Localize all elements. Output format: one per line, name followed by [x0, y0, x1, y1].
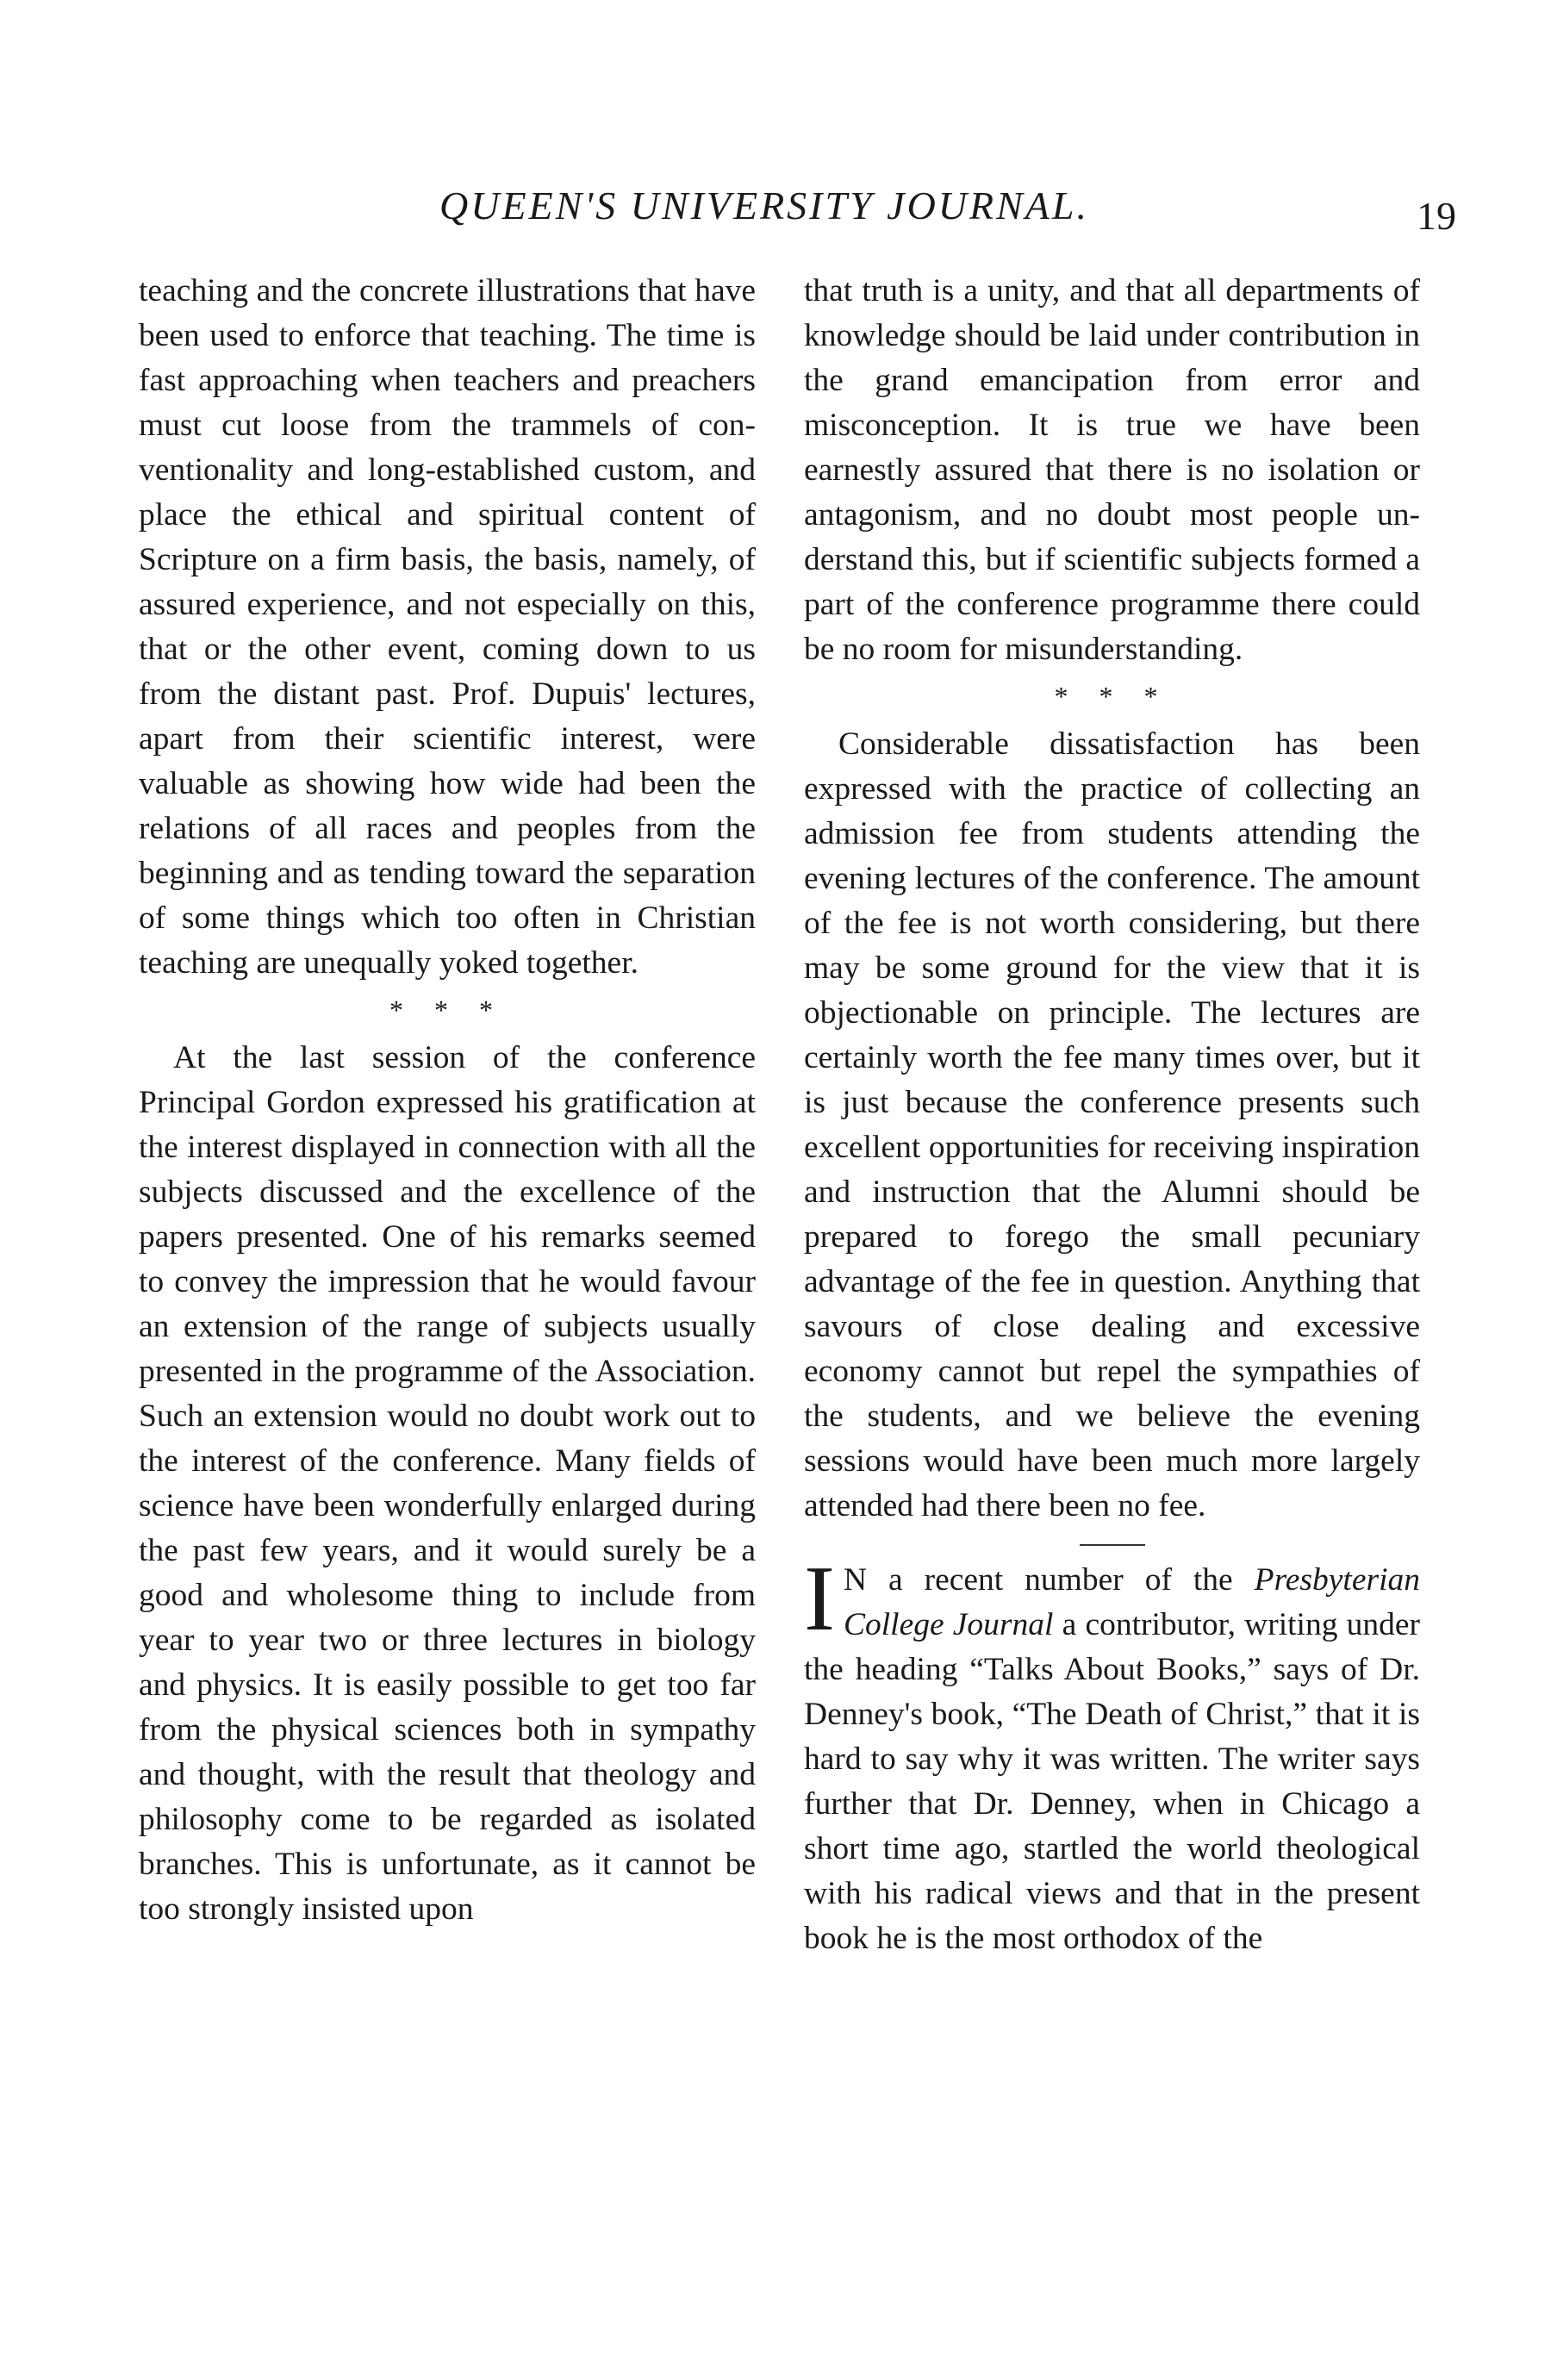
paragraph-body: a contributor, writing under the heading “Talks About Books,” says of Dr. Denney's book, “The Death of Christ,” that it is hard to say why it was written. The writer says further that Dr. Denney, when in Chicago a short time ago, startled the world theological with his radical views and that in the present book he is the most orthodox of the [804, 1607, 1421, 1956]
paragraph-lead: N a recent number of the [843, 1562, 1255, 1598]
left-paragraph-1: teaching and the concrete illustrations that have been used to enforce that teaching. The time is fast approaching when teachers and preachers must cut loose from the trammels of conventionality and long-established custom, and place the ethical and spiritual content of Scripture on a firm basis, the basis, namely, of assured experience, and not especially on this, that or the other event, coming down to us from the distant past. Prof. Dupuis' lectures, apart from their scientific interest, were valuable as showing how wide had been the relations of all races and peoples from the beginning and as tending toward the separation of some things which too often in Christian teaching are unequally yoked together. [139, 273, 756, 981]
right-column [804, 269, 1420, 1961]
section-divider [1080, 1544, 1145, 1546]
page-header [138, 183, 1456, 243]
section-asterism: * * * [1054, 681, 1170, 712]
right-paragraph-2: Considerable dissatisfaction has been expressed with the practice of collecting an admission fee from students attending the evening lectures of the conference. The amount of the fee is not worth considering, but there may be some ground for the view that it is objectionable on principle. The lectures are certainly worth the fee many times over, but it is just because the conference presents such excellent opportunities for receiving inspiration and instruction that the Alumni should be prepared to forego the small pecuniary advantage of the fee in question. Anything that savours of close dealing and excessive economy cannot but repel the sympathies of the students, and we believe the evening sessions would have been much more largely attended had there been no fee. [804, 726, 1420, 1523]
drop-cap: I [804, 1548, 835, 1650]
journal-title: Presbyterian College Journal [843, 1562, 1420, 1642]
section-asterism: * * * [389, 994, 505, 1025]
left-paragraph-2: At the last session of the conference Principal Gordon expressed his gratification at the interest displayed in connection with all the subjects discussed and the excellence of the papers presented. One of his remarks seemed to convey the impression that he would favour an extension of the range of subjects usually presented in the programme of the Association. Such an extension would no doubt work out to the interest of the conference. Many fields of science have been wonderfully enlarged during the past few years, and it would surely be a good and wholesome thing to include from year to year two or three lectures in biology and physics. It is easily possible to get too far from the physical sciences both in sympathy and thought, with the result that theology and philosophy come to be regarded as isolated branches. This is unfortunate, as it cannot be too strongly insisted upon [139, 1040, 756, 1927]
running-title: QUEEN'S UNIVERSITY JOURNAL. [439, 184, 1089, 227]
right-paragraph-1: that truth is a unity, and that all departments of knowledge should be laid under contribution in the grand emancipation from error and misconception. It is true we have been earnestly assured that there is no isolation or antagonism, and no doubt most people understand this, but if scientific subjects formed a part of the conference programme there could be no room for misunderstanding. [804, 273, 1420, 667]
left-column [139, 269, 756, 1932]
right-paragraph-3 [804, 1548, 1421, 1961]
page-number: 19 [1417, 194, 1456, 238]
